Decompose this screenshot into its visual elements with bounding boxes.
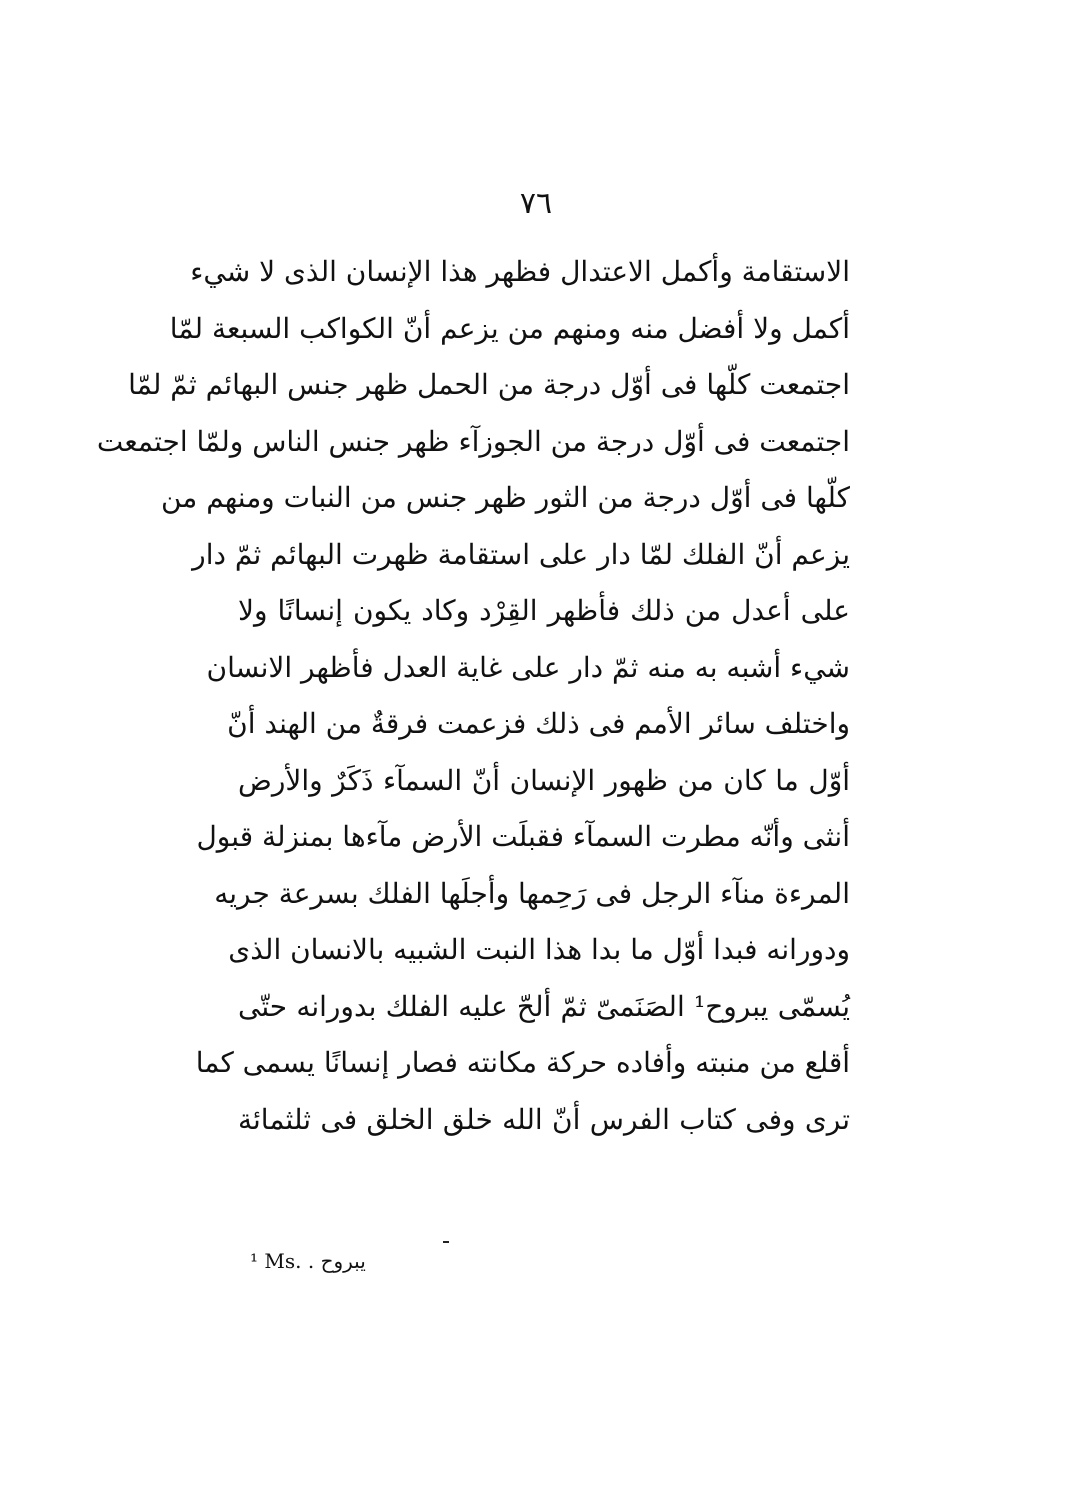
footnote-marker: ¹ xyxy=(250,1249,259,1273)
text-line: ترى وفى كتاب الفرس أنّ الله خلق الخلق فى ثلثمائة xyxy=(238,1102,850,1136)
text-line: أقلع من منبته وأفاده حركة مكانته فصار إنسانًا يسمى كما xyxy=(195,1046,850,1079)
body-text xyxy=(96,244,850,1148)
text-line: أكمل ولا أفضل منه ومنهم من يزعم أنّ الكواكب السبعة لمّا xyxy=(169,311,850,345)
footnote-separator xyxy=(443,1241,449,1243)
text-line: كلّها فى أوّل درجة من الثور ظهر جنس من النبات ومنهم من xyxy=(160,481,850,514)
footnote xyxy=(250,1248,366,1274)
text-line: أنثى وأنّه مطرت السمآء فقبلَت الأرض مآءها بمنزلة قبول xyxy=(196,820,850,853)
text-line: المرءة منآء الرجل فى رَحِمها وأجلَها الفلك بسرعة جريه xyxy=(214,876,850,910)
text-line: واختلف سائر الأمم فى ذلك فزعمت فرقةٌ من الهند أنّ xyxy=(227,707,850,740)
text-line: اجتمعت كلّها فى أوّل درجة من الحمل ظهر جنس البهائم ثمّ لمّا xyxy=(128,368,850,401)
footnote-text: يبروح . xyxy=(307,1249,366,1273)
text-line: شيء أشبه به منه ثمّ دار على غاية العدل فأظهر الانسان xyxy=(206,650,850,684)
footnote-abbr: Ms. xyxy=(264,1249,302,1273)
text-line: أوّل ما كان من ظهور الإنسان أنّ السمآء ذَكَرٌ والأرض xyxy=(238,763,850,797)
page-number: ٧٦ xyxy=(519,186,553,221)
text-line: ودورانه فبدا أوّل ما بدا هذا النبت الشبيه بالانسان الذى xyxy=(228,933,850,966)
text-line: الاستقامة وأكمل الاعتدال فظهر هذا الإنسان الذى لا شيء xyxy=(190,255,850,288)
text-line: يزعم أنّ الفلك لمّا دار على استقامة ظهرت البهائم ثمّ دار xyxy=(192,537,850,571)
text-line: على أعدل من ذلك فأظهر القِرْد وكاد يكون إنسانًا ولا xyxy=(238,594,850,627)
text-line: اجتمعت فى أوّل درجة من الجوزآء ظهر جنس الناس ولمّا اجتمعت xyxy=(96,424,850,458)
text-line: يُسمّى يبروح¹ الصَنَمىّ ثمّ ألحّ عليه الفلك بدورانه حتّى xyxy=(238,989,850,1023)
